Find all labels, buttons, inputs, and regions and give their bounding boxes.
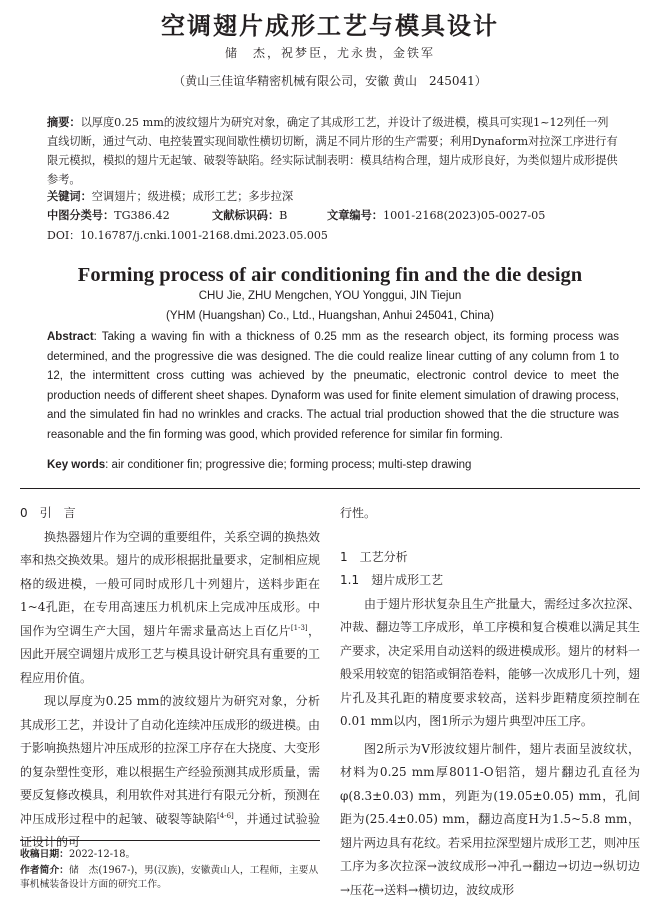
process-paragraph-2: 图2所示为V形波纹翅片制件，翅片表面呈波纹状，材料为0.25 mm厚8011-O铝箔，翅片翻边孔直径为φ(8.3±0.03) mm，列距为(19.05±0.05) mm，孔间距为(25.4±0.05) mm，翻边高度H为1.5~5.8 mm，翅片两边具有花纹。若采用拉深型翅片成形工艺，则冲压工序为多次拉深→波纹成形→冲孔→翻边→切边→纵切边→压花→送料→横切边，波纹成形 [340,741,641,897]
chinese-affiliation: （黄山三佳谊华精密机械有限公司，安徽 黄山 245041） [173,74,487,88]
english-abstract [47,328,619,445]
english-affiliation: (YHM (Huangshan) Co., Ltd., Huangshan, Anhui 245041, China) [166,310,494,322]
doi: DOI：10.16787/j.cnki.1001-2168.dmi.2023.05.005 [47,229,328,242]
citation: [1-3] [290,623,308,632]
chinese-title: 空调翅片成形工艺与模具设计 [161,12,499,40]
english-authors: CHU Jie, ZHU Mengchen, YOU Yonggui, JIN Tiejun [198,290,462,302]
section-1-heading: 1 工艺分析 [340,549,408,564]
left-column [20,502,320,855]
footnote-received: 收稿日期：2022-12-18。 [20,849,136,860]
article-no-value: 1001-2168(2023)05-0027-05 [382,209,546,222]
cls-label: 中图分类号： [47,209,115,222]
process-paragraph-1: 由于翅片形状复杂且生产批量大，需经过多次拉深、冲裁、翻边等工序成形，单工序模和复合模难以满足其生产要求，决定采用自动送料的级进模成形。翅片的材料一般采用较宽的铝箔或铜箔卷料，能够一次成形几十列，翅片孔及其孔距的精度要求较高，送料步距精度须控制在0.01 mm以内，图1所示为翅片典型冲压工序。 [340,596,641,728]
chinese-keywords [47,187,619,206]
footnote-author: 作者简介：储 杰(1967-)，男(汉族)，安徽黄山人，工程师，主要从事机械装备设计方面的研究工作。 [20,865,319,890]
continued-text: 行性。 [340,506,377,520]
chinese-abstract [47,113,619,189]
cls-value: TG386.42 [114,209,170,222]
english-abstract-label: Abstract [47,331,94,343]
doc-code-value: B [279,209,288,222]
chinese-abstract-label: 摘要： [47,116,81,129]
chinese-abstract-text: 以厚度0.25 mm的波纹翅片为研究对象，确定了其成形工艺，并设计了级进模，模具可实现1~12列任一列直线切断，通过气动、电控装置实现间歇性横切切断，满足不同片形的生产需要；利用Dynaform对拉深工序进行有限元模拟，模拟的翅片无起皱、破裂等缺陷。经实际试制表明：模具结构合理，翅片成形良好，为类似翅片成形提供参考。 [47,116,618,186]
right-column [340,502,640,902]
section-1-1-heading: 1.1 翅片成形工艺 [340,573,444,587]
chinese-keywords-label: 关键词： [47,190,92,203]
english-abstract-text: : Taking a waving fin with a thickness of 0.25 mm as the research object, its forming process was determined, and the progressive die was designed. The die could realize linear cutting of any column from 1 to 12, the intermittent cross cutting was achieved by the pneumatic, electronic control device to meet the production needs of different sheet shapes. Dynaform was used for finite element simulation of drawing process, and the simulated fin had no wrinkles and cracks. The actual trial production showed that the die structure was reasonable and the fin forming was good, which provided reference for similar fin forming. [47,331,619,441]
chinese-keywords-text: 空调翅片；级进模；成形工艺；多步拉深 [91,190,294,203]
divider [20,488,640,489]
citation: [4-6] [217,811,234,820]
intro-paragraph-2: 现以厚度为0.25 mm的波纹翅片为研究对象，分析其成形工艺，并设计了自动化连续冲压成形的级进模。由于影响换热翅片冲压成形的拉深工序存在大挠度、大变形的复杂塑性变形，难以根据生产经验预测其成形质量，需要反复修改模具，利用软件对其进行有限元分析，预测在冲压成形过程中的起皱、破裂等缺陷[4-6]，并通过试验验证设计的可 [20,694,321,849]
footnote-divider [20,840,320,841]
english-keywords [47,459,619,471]
doc-code-label: 文献标识码： [212,209,280,222]
english-keywords-text: : air conditioner fin; progressive die; forming process; multi-step drawing [105,459,472,471]
chinese-authors: 储 杰，祝梦臣，尤永贵，金铁军 [224,46,435,60]
intro-paragraph-1: 换热器翅片作为空调的重要组件，关系空调的换热效率和热交换效果。翅片的成形根据批量要求，定制相应规格的级进模，一般可同时成形几十列翅片，送料步距在1~4孔距，在专用高速压力机机床上完成冲压成形。中国作为空调生产大国，翅片年需求量高达上百亿片[1-3]，因此开展空调翅片成形工艺与模具设计研究具有重要的工程应用价值。 [20,529,321,685]
classification-row [47,206,619,225]
section-0-heading: 0 引 言 [20,506,76,520]
article-no-label: 文章编号： [327,209,383,222]
english-title: Forming process of air conditioning fin and the die design [77,264,583,286]
english-keywords-label: Key words [47,459,106,471]
